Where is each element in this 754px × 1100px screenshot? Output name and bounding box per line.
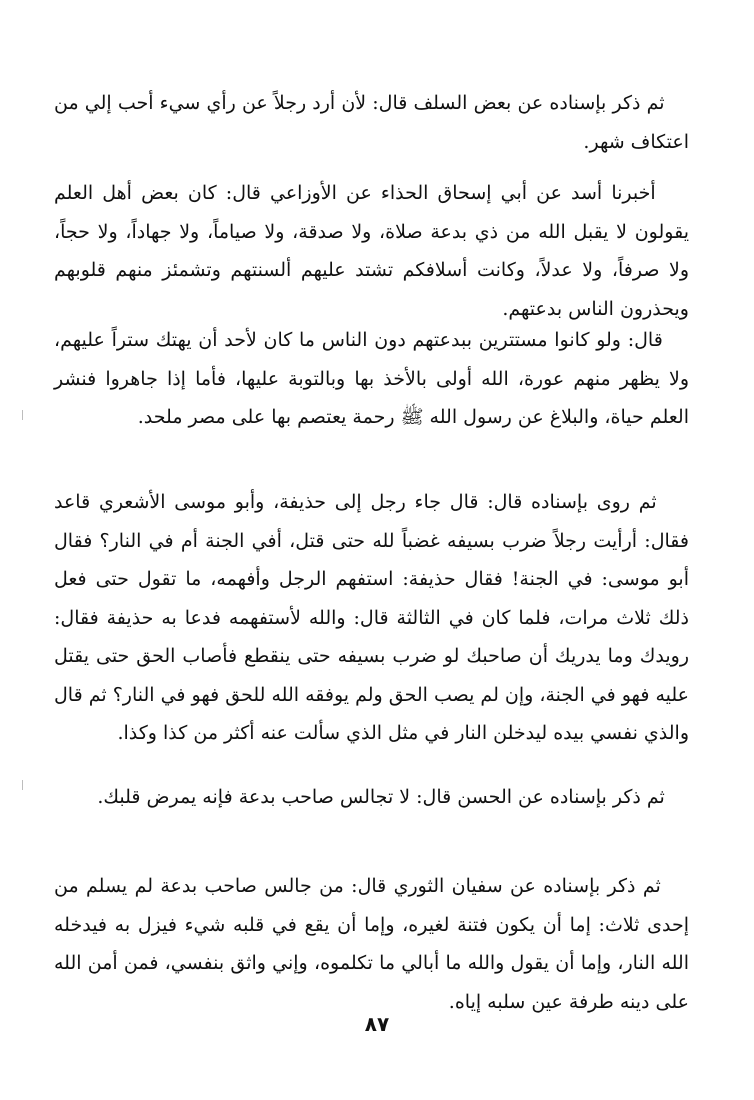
- paragraph-4: [54, 483, 689, 753]
- paragraph-1-text: ثم ذكر بإسناده عن بعض السلف قال: لأن أرد رجلاً عن رأي سيء أحب إلي من اعتكاف شهر.: [54, 92, 689, 153]
- paragraph-6-text: ثم ذكر بإسناده عن سفيان الثوري قال: من جالس صاحب بدعة لم يسلم من إحدى ثلاث: إما أن يكون فتنة لغيره، وإما أن يقع في قلبه شيء فيزل به فيدخله الله النار، وإما أن يقول والله ما أبالي ما تكلموه، وإني واثق بنفسي، فمن أمن الله على دينه طرفة عين سلبه إياه.: [54, 875, 689, 1013]
- paragraph-2: [54, 174, 689, 328]
- paragraph-4-text: ثم روى بإسناده قال: قال جاء رجل إلى حذيفة، وأبو موسى الأشعري قاعد فقال: أرأيت رجلاً ضرب بسيفه غضباً لله حتى قتل، أفي الجنة أم في النار؟ فقال أبو موسى: في الجنة! فقال حذيفة: استفهم الرجل وأفهمه، ما تقول حتى فعل ذلك ثلاث مرات، فلما كان في الثالثة قال: والله لأستفهمه فدعا به حذيفة فقال: رويدك وما يدريك أن صاحبك لو ضرب بسيفه حتى ينقطع فأصاب الحق حتى يقتل عليه فهو في الجنة، وإن لم يصب الحق ولم يوفقه الله للحق فهو في النار؟ ثم قال والذي نفسي بيده ليدخلن النار في مثل الذي سألت عنه أكثر من كذا وكذا.: [54, 491, 689, 744]
- paragraph-6: [54, 867, 689, 1021]
- paragraph-3: [54, 321, 689, 437]
- paragraph-5: [54, 778, 689, 817]
- scan-artifact-mark: [22, 410, 23, 420]
- page-number: ٨٧: [364, 1012, 390, 1036]
- paragraph-3-text: قال: ولو كانوا مستترين ببدعتهم دون الناس ما كان لأحد أن يهتك ستراً عليهم، ولا يظهر منهم عورة، الله أولى بالأخذ بها وبالتوبة عليها، فأما إذا جاهروا فنشر العلم حياة، والبلاغ عن رسول الله ﷺ رحمة يعتصم بها على مصر ملحد.: [54, 329, 689, 428]
- paragraph-2-text: أخبرنا أسد عن أبي إسحاق الحذاء عن الأوزاعي قال: كان بعض أهل العلم يقولون لا يقبل الله من ذي بدعة صلاة، ولا صدقة، ولا صياماً، ولا جهاداً، ولا حجاً، ولا صرفاً، ولا عدلاً، وكانت أسلافكم تشتد عليهم ألسنتهم وتشمئز منهم قلوبهم ويحذرون الناس بدعتهم.: [54, 182, 689, 320]
- paragraph-5-text: ثم ذكر بإسناده عن الحسن قال: لا تجالس صاحب بدعة فإنه يمرض قلبك.: [97, 786, 689, 808]
- scan-artifact-mark: [22, 780, 23, 790]
- paragraph-1: [54, 84, 689, 161]
